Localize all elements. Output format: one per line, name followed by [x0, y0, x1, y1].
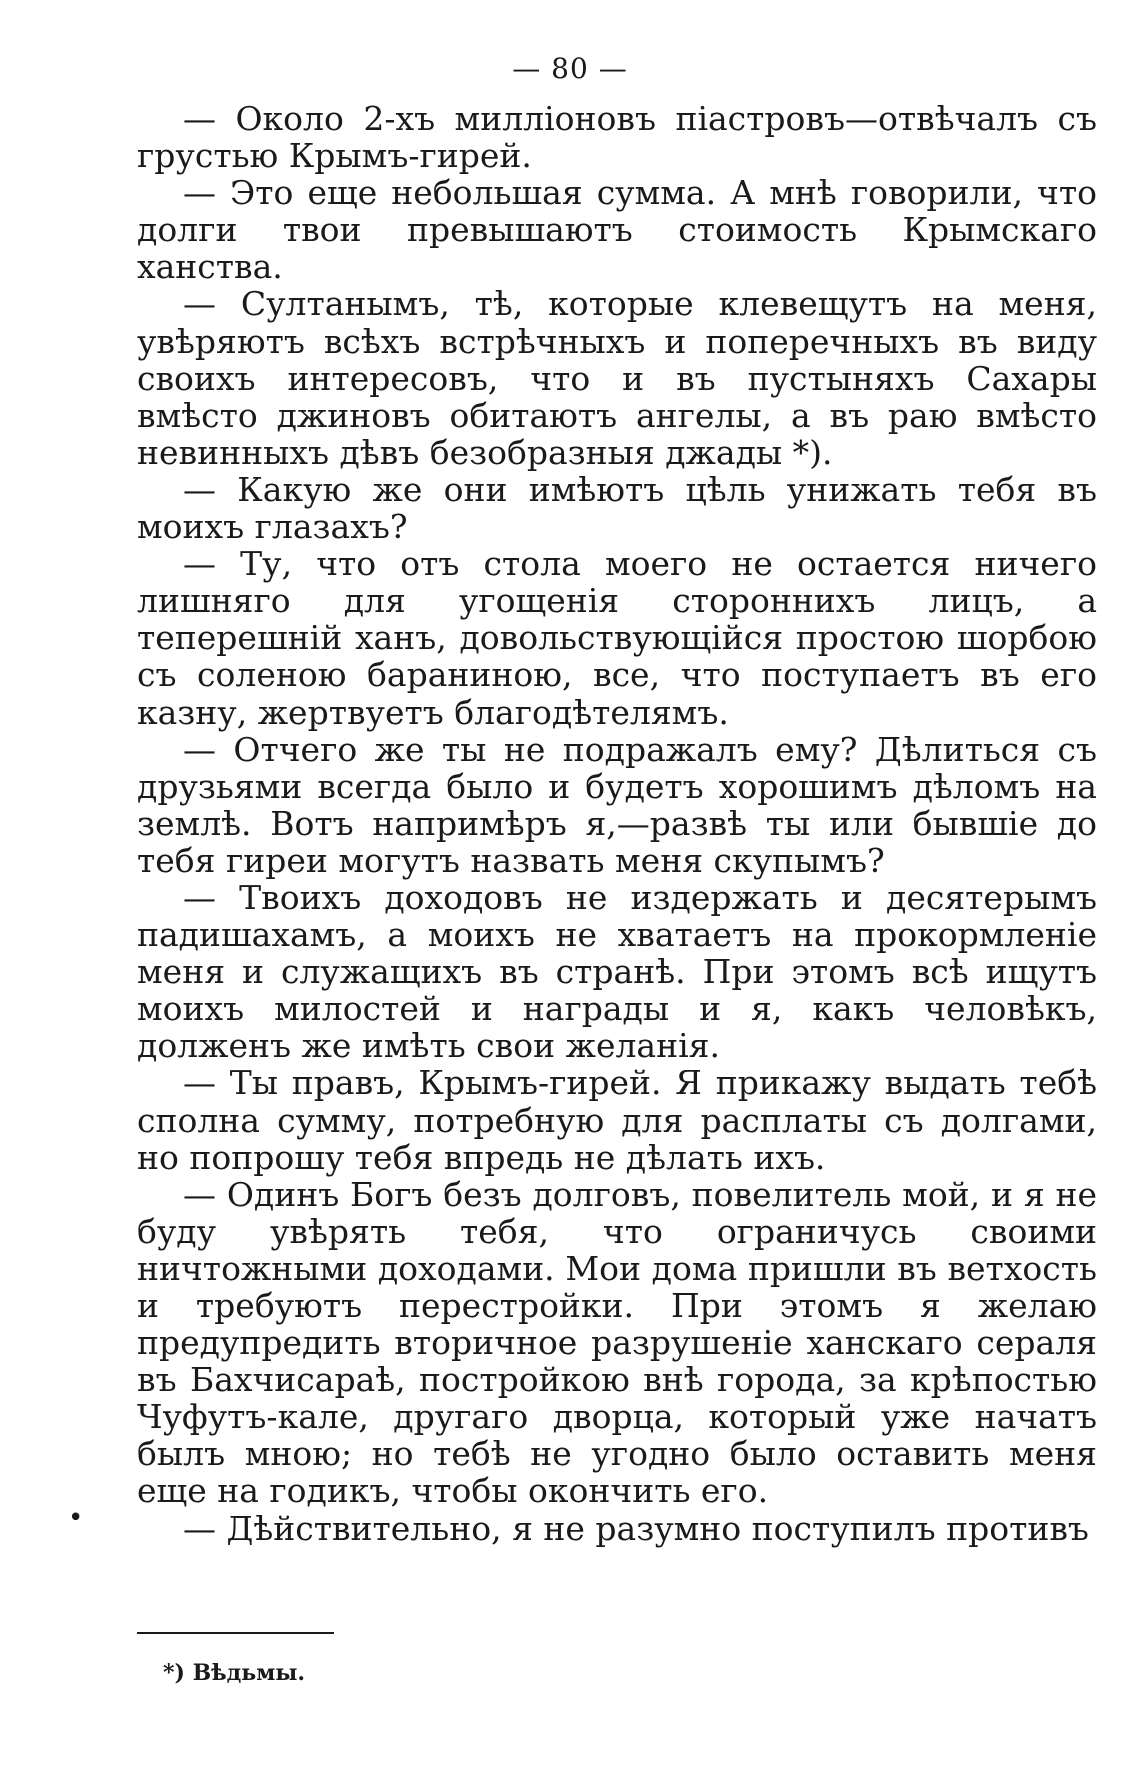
paragraph: — Одинъ Богъ безъ долговъ, повелитель мой, и я не буду увѣрять тебя, что ограничусь своими ничтожными доходами. Мои дома пришли въ ветхость и требуютъ перестройки. При этомъ я желаю предупредить вторичное разрушеніе ханскаго сераля въ Бахчисараѣ, постройкою внѣ города, за крѣпостью Чуфутъ-кале, другаго дворца, который уже начатъ былъ мною; но тебѣ не угодно было оставить меня еще на годикъ, чтобы окончить его.: [137, 1174, 1097, 1511]
page-number: — 80 —: [512, 52, 628, 85]
paragraph: — Твоихъ доходовъ не издержать и десятерымъ падишахамъ, а моихъ не хватаетъ на прокормленіе меня и служащихъ въ странѣ. При этомъ всѣ ищутъ моихъ милостей и награды и я, какъ человѣкъ, долженъ же имѣть свои желанія.: [137, 877, 1097, 1066]
footnote-divider: [137, 1632, 334, 1634]
paragraph: — Ты правъ, Крымъ-гирей. Я прикажу выдать тебѣ сполна сумму, потребную для расплаты съ долгами, но попрошу тебя впредь не дѣлать ихъ.: [137, 1063, 1097, 1177]
margin-mark: •: [68, 1503, 84, 1533]
body-text: [137, 100, 1097, 1547]
paragraph: — Какую же они имѣютъ цѣль унижать тебя въ моихъ глазахъ?: [137, 469, 1097, 547]
paragraph: — Султанымъ, тѣ, которые клевещутъ на меня, увѣряютъ всѣхъ встрѣчныхъ и поперечныхъ въ виду своихъ интересовъ, что и въ пустыняхъ Сахары вмѣсто джиновъ обитаютъ ангелы, а въ раю вмѣсто невинныхъ дѣвъ безобразныя джады *).: [137, 284, 1097, 472]
paragraph: — Ту, что отъ стола моего не остается ничего лишняго для угощенія стороннихъ лицъ, а теперешній ханъ, довольствующійся простою шорбою съ соленою бараниною, все, что поступаетъ въ его казну, жертвуетъ благодѣтелямъ.: [137, 544, 1097, 732]
paragraph: — Это еще небольшая сумма. А мнѣ говорили, что долги твои превышаютъ стоимость Крымскаго ханства.: [137, 173, 1097, 287]
paragraph: — Около 2-хъ милліоновъ піастровъ—отвѣчалъ съ грустью Крымъ-гирей.: [137, 99, 1097, 176]
paragraph: — Дѣйствительно, я не разумно поступилъ противъ: [183, 1508, 1089, 1548]
paragraph: — Отчего же ты не подражалъ ему? Дѣлиться съ друзьями всегда было и будетъ хорошимъ дѣломъ на землѣ. Вотъ напримѣръ я,—развѣ ты или бывшіе до тебя гиреи могутъ назвать меня скупымъ?: [137, 729, 1097, 880]
footnote: *) Вѣдьмы.: [163, 1660, 306, 1686]
